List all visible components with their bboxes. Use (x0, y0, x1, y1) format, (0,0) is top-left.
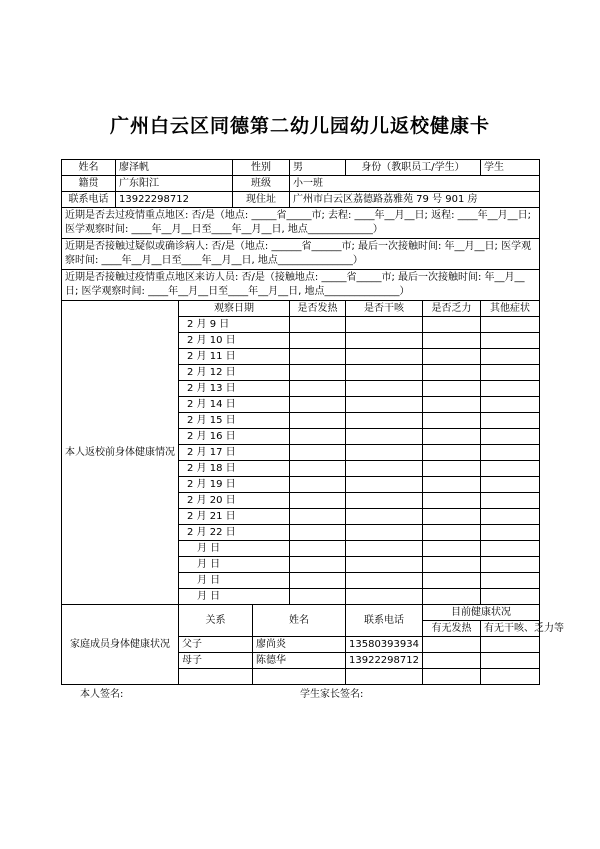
cough-cell[interactable] (346, 557, 423, 573)
family-header-name: 姓名 (253, 605, 346, 637)
native-label: 籍贯 (62, 176, 116, 192)
fever-cell[interactable] (290, 493, 346, 509)
health-date: 2 月 21 日 (179, 509, 290, 525)
other-cell[interactable] (481, 477, 540, 493)
fatigue-cell[interactable] (423, 429, 481, 445)
health-card-form (61, 159, 564, 685)
fatigue-cell[interactable] (423, 397, 481, 413)
fever-cell[interactable] (290, 381, 346, 397)
health-header-fever: 是否发热 (290, 301, 346, 317)
fever-cell[interactable] (290, 445, 346, 461)
family-name[interactable]: 陈德华 (253, 653, 346, 669)
fatigue-cell[interactable] (423, 381, 481, 397)
fever-cell[interactable] (290, 525, 346, 541)
cough-cell[interactable] (346, 589, 423, 605)
fever-cell[interactable] (290, 509, 346, 525)
family-cough-cell[interactable] (481, 653, 540, 669)
fatigue-cell[interactable] (423, 557, 481, 573)
phone-value[interactable]: 13922298712 (116, 192, 233, 208)
family-fever-cell[interactable] (423, 653, 481, 669)
address-value[interactable]: 广州市白云区荔德路荔雅苑 79 号 901 房 (290, 192, 540, 208)
phone-label: 联系电话 (62, 192, 116, 208)
other-cell[interactable] (481, 333, 540, 349)
family-relation[interactable]: 母子 (179, 653, 253, 669)
parent-signature-label: 学生家长签名: (300, 689, 364, 700)
fatigue-cell[interactable] (423, 509, 481, 525)
other-cell[interactable] (481, 573, 540, 589)
health-date: 2 月 19 日 (179, 477, 290, 493)
question-contact-visitor[interactable]: 近期是否接触过疫情重点地区来访人员: 否/是（接触地点: _____省_____市; 最后一次接触时间: 年__月__日; 医学观察时间: ____年__月__日至____年__月__日, 地点_______________） (62, 270, 540, 301)
family-header-current: 目前健康状况 (423, 605, 540, 621)
fever-cell[interactable] (290, 333, 346, 349)
family-fever-cell[interactable] (423, 669, 481, 685)
fatigue-cell[interactable] (423, 317, 481, 333)
health-date: 2 月 12 日 (179, 365, 290, 381)
cough-cell[interactable] (346, 509, 423, 525)
fatigue-cell[interactable] (423, 461, 481, 477)
cough-cell[interactable] (346, 333, 423, 349)
health-date: 2 月 20 日 (179, 493, 290, 509)
cough-cell[interactable] (346, 413, 423, 429)
health-date: 月 日 (179, 573, 290, 589)
fatigue-cell[interactable] (423, 445, 481, 461)
cough-cell[interactable] (346, 349, 423, 365)
address-label: 现住址 (233, 192, 290, 208)
health-header-date: 观察日期 (179, 301, 290, 317)
class-label: 班级 (233, 176, 290, 192)
health-date: 2 月 16 日 (179, 429, 290, 445)
family-section-label: 家庭成员身体健康状况 (62, 605, 179, 685)
cough-cell[interactable] (346, 365, 423, 381)
fatigue-cell[interactable] (423, 493, 481, 509)
other-cell[interactable] (481, 525, 540, 541)
other-cell[interactable] (481, 589, 540, 605)
family-header-fever: 有无发热 (423, 621, 481, 637)
family-header-phone: 联系电话 (346, 605, 423, 637)
cough-cell[interactable] (346, 429, 423, 445)
health-date: 月 日 (179, 589, 290, 605)
health-date: 2 月 17 日 (179, 445, 290, 461)
fever-cell[interactable] (290, 477, 346, 493)
cough-cell[interactable] (346, 525, 423, 541)
health-header-fatigue: 是否乏力 (423, 301, 481, 317)
other-cell[interactable] (481, 461, 540, 477)
fever-cell[interactable] (290, 589, 346, 605)
fatigue-cell[interactable] (423, 589, 481, 605)
health-date: 2 月 9 日 (179, 317, 290, 333)
fatigue-cell[interactable] (423, 525, 481, 541)
family-header-row (62, 605, 540, 621)
other-cell[interactable] (481, 413, 540, 429)
family-name[interactable]: 廖尚炎 (253, 637, 346, 653)
cough-cell[interactable] (346, 381, 423, 397)
fever-cell[interactable] (290, 365, 346, 381)
fever-cell[interactable] (290, 573, 346, 589)
health-section-label: 本人返校前身体健康情况 (62, 301, 179, 605)
fatigue-cell[interactable] (423, 477, 481, 493)
fever-cell[interactable] (290, 413, 346, 429)
other-cell[interactable] (481, 397, 540, 413)
fatigue-cell[interactable] (423, 573, 481, 589)
other-cell[interactable] (481, 349, 540, 365)
other-cell[interactable] (481, 317, 540, 333)
cough-cell[interactable] (346, 445, 423, 461)
family-name[interactable] (253, 669, 346, 685)
question-travel[interactable]: 近期是否去过疫情重点地区: 否/是（地点: _____省_____市; 去程: ____年__月__日; 返程: ____年__月__日; 医学观察时间: ____年__月__日至____年__月__日, 地点_____________） (62, 208, 540, 239)
fever-cell[interactable] (290, 541, 346, 557)
family-header-cough: 有无干咳、乏力等 (481, 621, 540, 637)
health-header-row (62, 301, 540, 317)
fever-cell[interactable] (290, 557, 346, 573)
health-date: 2 月 15 日 (179, 413, 290, 429)
cough-cell[interactable] (346, 397, 423, 413)
identity-label: 身份（教职员工/学生） (346, 160, 481, 176)
health-date: 2 月 11 日 (179, 349, 290, 365)
family-cough-cell[interactable] (481, 669, 540, 685)
family-relation[interactable]: 父子 (179, 637, 253, 653)
health-date: 2 月 22 日 (179, 525, 290, 541)
info-row-3 (62, 192, 540, 208)
family-phone[interactable]: 13922298712 (346, 653, 423, 669)
info-row-1 (62, 160, 540, 176)
fever-cell[interactable] (290, 317, 346, 333)
fatigue-cell[interactable] (423, 413, 481, 429)
family-header-relation: 关系 (179, 605, 253, 637)
other-cell[interactable] (481, 557, 540, 573)
fever-cell[interactable] (290, 397, 346, 413)
health-date: 2 月 13 日 (179, 381, 290, 397)
gender-value[interactable]: 男 (290, 160, 346, 176)
fatigue-cell[interactable] (423, 333, 481, 349)
cough-cell[interactable] (346, 461, 423, 477)
fever-cell[interactable] (290, 429, 346, 445)
class-value[interactable]: 小一班 (290, 176, 540, 192)
fatigue-cell[interactable] (423, 349, 481, 365)
info-row-2 (62, 176, 540, 192)
fatigue-cell[interactable] (423, 541, 481, 557)
family-fever-cell[interactable] (423, 637, 481, 653)
family-cough-cell[interactable] (481, 637, 540, 653)
other-cell[interactable] (481, 381, 540, 397)
other-cell[interactable] (481, 429, 540, 445)
native-value[interactable]: 广东阳江 (116, 176, 233, 192)
health-date: 2 月 14 日 (179, 397, 290, 413)
identity-value[interactable]: 学生 (481, 160, 540, 176)
cough-cell[interactable] (346, 573, 423, 589)
health-header-cough: 是否干咳 (346, 301, 423, 317)
name-value[interactable]: 廖泽帆 (116, 160, 233, 176)
gender-label: 性别 (233, 160, 290, 176)
other-cell[interactable] (481, 493, 540, 509)
health-date: 2 月 18 日 (179, 461, 290, 477)
fever-cell[interactable] (290, 349, 346, 365)
fatigue-cell[interactable] (423, 365, 481, 381)
family-relation[interactable] (179, 669, 253, 685)
cough-cell[interactable] (346, 317, 423, 333)
self-signature-label: 本人签名: (80, 689, 124, 700)
cough-cell[interactable] (346, 477, 423, 493)
health-date: 月 日 (179, 541, 290, 557)
health-date: 月 日 (179, 557, 290, 573)
cough-cell[interactable] (346, 493, 423, 509)
other-cell[interactable] (481, 445, 540, 461)
health-header-other: 其他症状 (481, 301, 540, 317)
other-cell[interactable] (481, 509, 540, 525)
other-cell[interactable] (481, 541, 540, 557)
other-cell[interactable] (481, 365, 540, 381)
name-label: 姓名 (62, 160, 116, 176)
family-phone[interactable] (346, 669, 423, 685)
question-contact-patient[interactable]: 近期是否接触过疑似或确诊病人: 否/是（地点: ______省______市; 最后一次接触时间: 年__月__日; 医学观察时间: ____年__月__日至____年__月__日, 地点_______________） (62, 239, 540, 270)
health-date: 2 月 10 日 (179, 333, 290, 349)
fever-cell[interactable] (290, 461, 346, 477)
cough-cell[interactable] (346, 541, 423, 557)
family-phone[interactable]: 13580393934 (346, 637, 423, 653)
page-title: 广州白云区同德第二幼儿园幼儿返校健康卡 (109, 115, 490, 137)
